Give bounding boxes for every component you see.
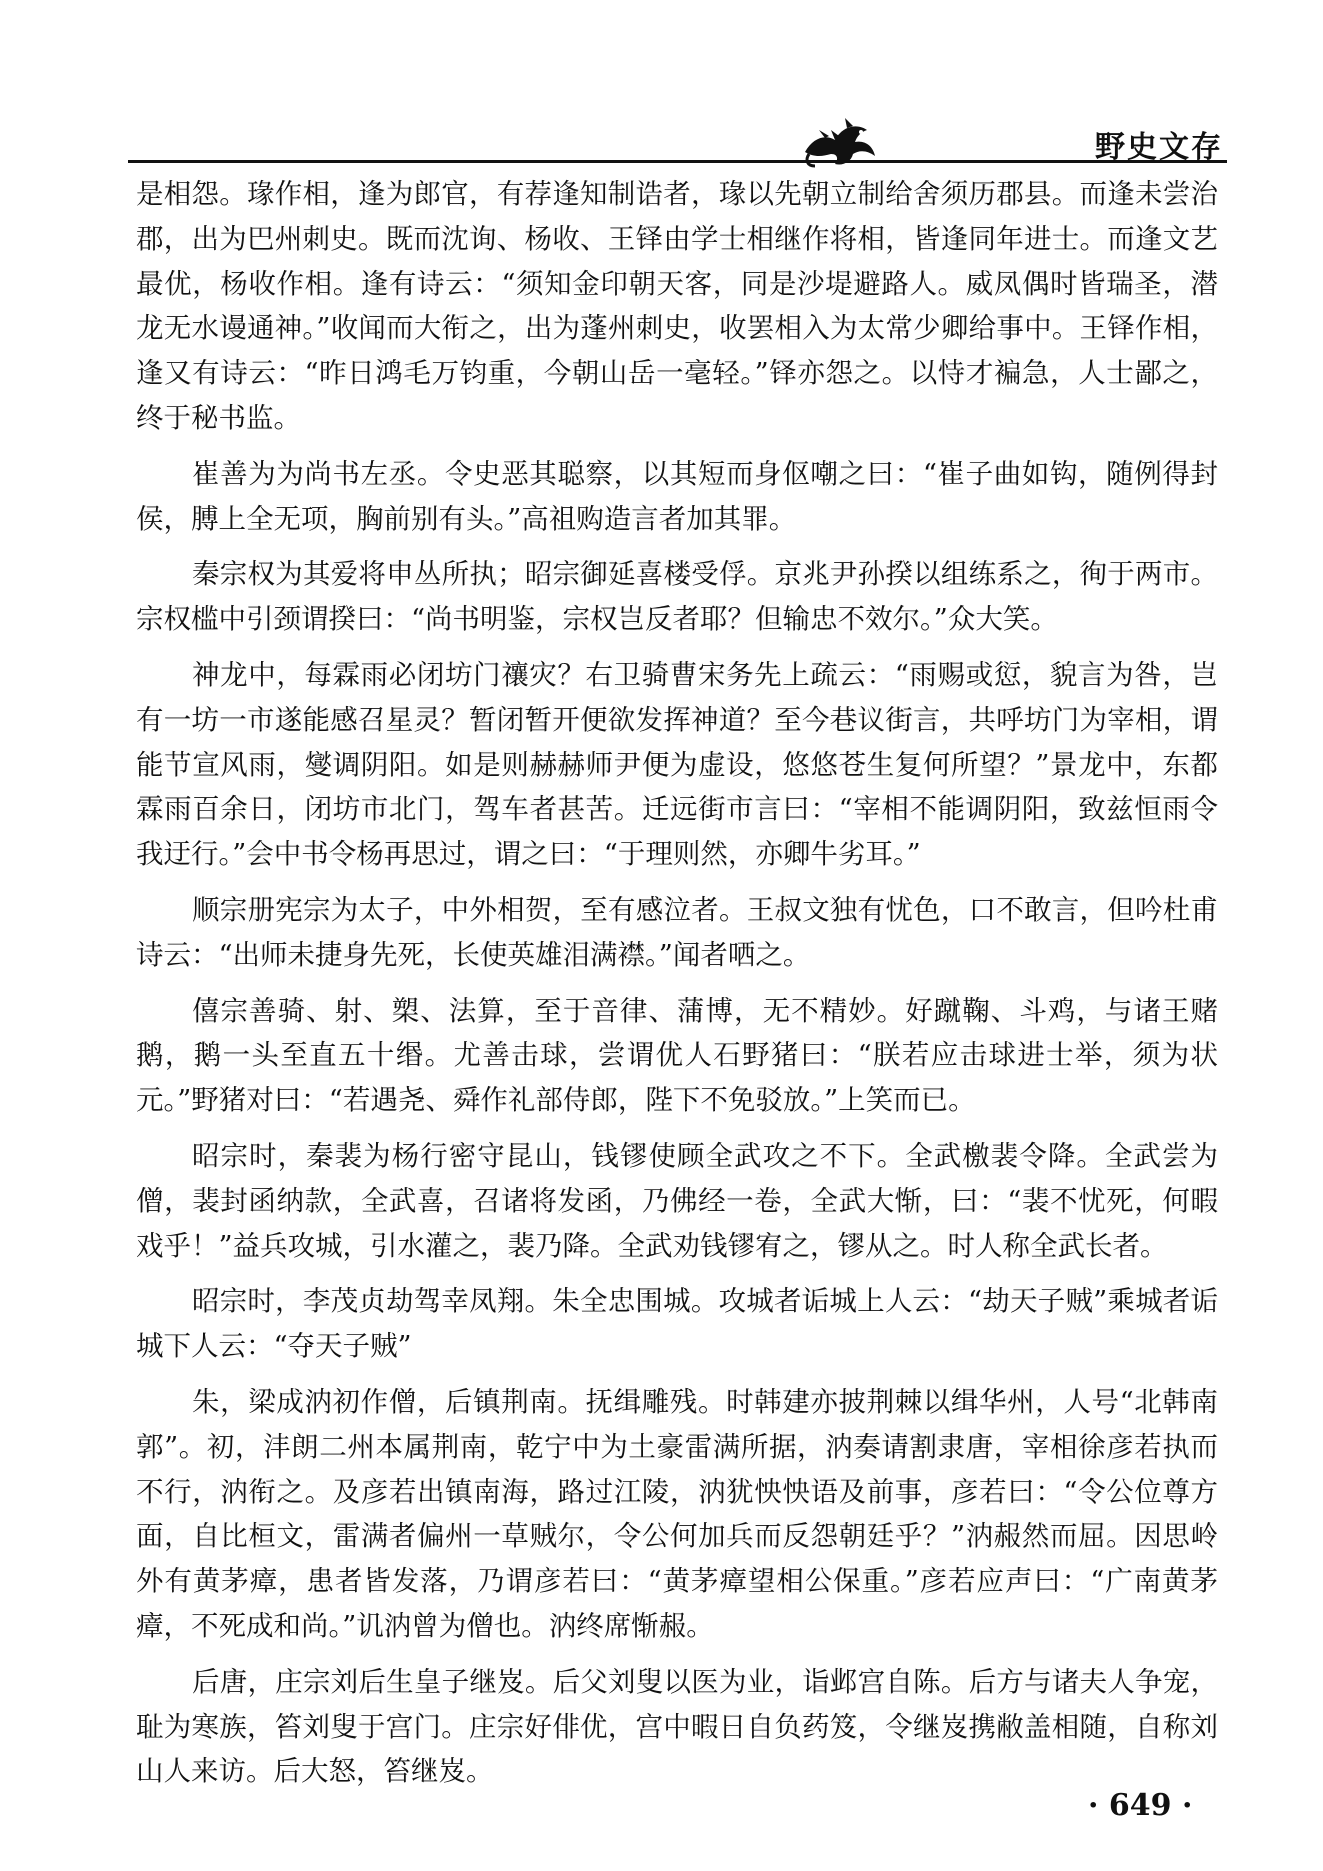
paragraph: 昭宗时，李茂贞劫驾幸凤翔。朱全忠围城。攻城者诟城上人云：“劫天子贼”乘城者诟城下人云：“夺天子贼” bbox=[136, 1285, 1218, 1363]
paragraph: 昭宗时，秦裴为杨行密守昆山，钱镠使顾全武攻之不下。全武檄裴令降。全武尝为僧，裴封函纳款，全武喜，召诸将发函，乃佛经一卷，全武大惭，曰：“裴不忧死，何暇戏乎！”益兵攻城，引水灌之，裴乃降。全武劝钱镠宥之，镠从之。时人称全武长者。 bbox=[136, 1139, 1218, 1262]
header-rule bbox=[128, 160, 1227, 163]
header-title: 野史文存 bbox=[1095, 130, 1223, 165]
paragraph: 后唐，庄宗刘后生皇子继岌。后父刘叟以医为业，诣邺宫自陈。后方与诸夫人争宠，耻为寒族，笞刘叟于宫门。庄宗好俳优，宫中暇日自负药笈，令继岌携敝盖相随，自称刘山人来访。后大怒，笞继岌。 bbox=[136, 1665, 1218, 1788]
paragraph: 顺宗册宪宗为太子，中外相贺，至有感泣者。王叔文独有忧色，口不敢言，但吟杜甫诗云：“出师未捷身先死，长使英雄泪满襟。”闻者哂之。 bbox=[136, 893, 1218, 971]
page-header bbox=[0, 0, 1323, 165]
paragraph: 朱，梁成汭初作僧，后镇荆南。抚缉雕残。时韩建亦披荆棘以缉华州，人号“北韩南郭”。初，沣朗二州本属荆南，乾宁中为土豪雷满所据，汭奏请割隶唐，宰相徐彦若执而不行，汭衔之。及彦若出镇南海，路过江陵，汭犹怏怏语及前事，彦若曰：“令公位尊方面，自比桓文，雷满者偏州一草贼尔，令公何加兵而反怨朝廷乎？”汭赧然而屈。因思岭外有黄茅瘴，患者皆发落，乃谓彦若曰：“黄茅瘴望相公保重。”彦若应声曰：“广南黄茅瘴，不死成和尚。”讥汭曾为僧也。汭终席惭赧。 bbox=[136, 1385, 1218, 1642]
paragraph: 僖宗善骑、射、槊、法算，至于音律、蒲博，无不精妙。好蹴鞠、斗鸡，与诸王赌鹅，鹅一头至直五十缗。尤善击球，尝谓优人石野猪曰：“朕若应击球进士举，须为状元。”野猪对曰：“若遇尧、舜作礼部侍郎，陛下不免驳放。”上笑而已。 bbox=[136, 994, 1218, 1117]
paragraph: 神龙中，每霖雨必闭坊门禳灾？右卫骑曹宋务先上疏云：“雨赐或愆，貌言为咎，岂有一坊一市遂能感召星灵？暂闭暂开便欲发挥神道？至今巷议街言，共呼坊门为宰相，谓能节宣风雨，燮调阴阳。如是则赫赫师尹便为虚设，悠悠苍生复何所望？”景龙中，东都霖雨百余日，闭坊市北门，驾车者甚苦。迁远街市言曰：“宰相不能调阴阳，致兹恒雨令我迂行。”会中书令杨再思过，谓之曰：“于理则然，亦卿牛劣耳。” bbox=[136, 658, 1218, 871]
paragraph: 秦宗权为其爱将申丛所执；昭宗御延喜楼受俘。京兆尹孙揆以组练系之，徇于两市。宗权槛中引颈谓揆曰：“尚书明鉴，宗权岂反者耶？但输忠不效尔。”众大笑。 bbox=[136, 558, 1218, 636]
paragraph: 是相怨。瑑作相，逢为郎官，有荐逢知制诰者，瑑以先朝立制给舍须历郡县。而逢未尝治郡，出为巴州刺史。既而沈询、杨收、王铎由学士相继作将相，皆逢同年进士。而逢文艺最优，杨收作相。逢有诗云：“须知金印朝天客，同是沙堤避路人。威凤偶时皆瑞圣，潜龙无水谩通神。”收闻而大衔之，出为蓬州刺史，收罢相入为太常少卿给事中。王铎作相，逢又有诗云：“昨日鸿毛万钧重，今朝山岳一毫轻。”铎亦怨之。以恃才褊急，人士鄙之，终于秘书监。 bbox=[136, 178, 1218, 434]
page-number: · 649 · bbox=[1088, 1788, 1193, 1823]
article-body bbox=[136, 172, 1218, 1805]
paragraph: 崔善为为尚书左丞。令史恶其聪察，以其短而身伛嘲之曰：“崔子曲如钩，随例得封侯，膊上全无项，胸前别有头。”高祖购造言者加其罪。 bbox=[136, 457, 1218, 535]
